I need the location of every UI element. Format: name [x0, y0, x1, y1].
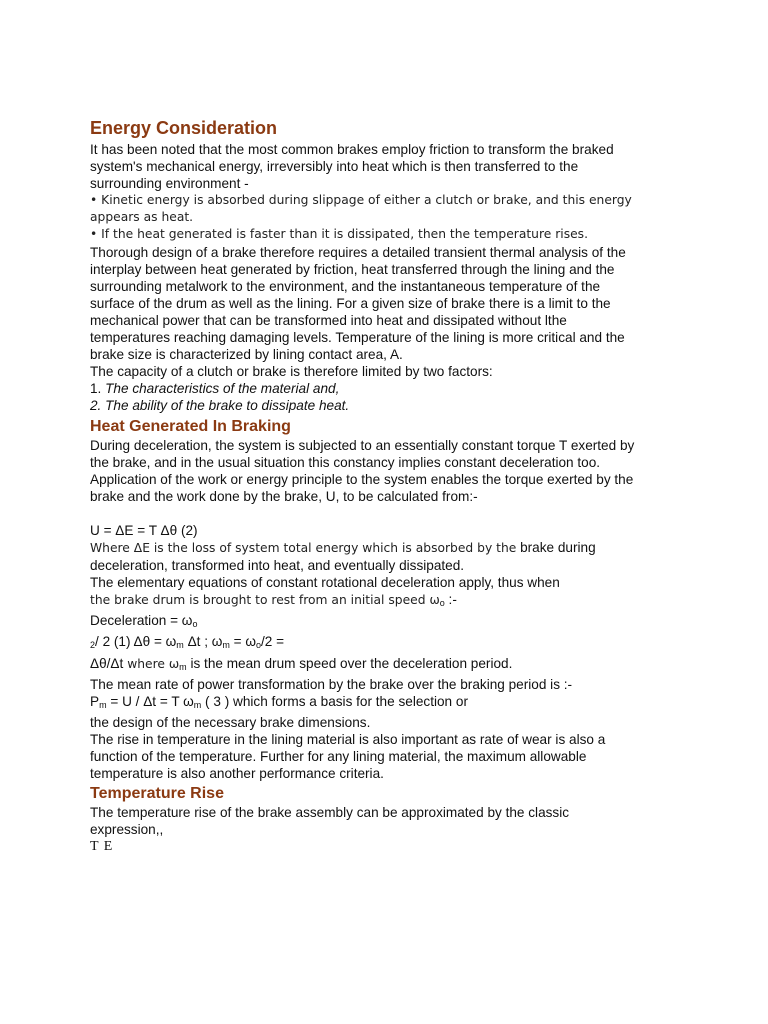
- paragraph-work-energy: Application of the work or energy principle to the system enables the torque exerted by the brake and the work done by the brake, U, to be calculated from:-: [90, 471, 634, 504]
- paragraph-classic-expression: The temperature rise of the brake assembly can be approximated by the classic expression,,: [90, 805, 570, 838]
- deceleration-label: [90, 612, 640, 633]
- spacer: [90, 505, 640, 522]
- heading-heat-generated: Heat Generated In Braking: [90, 417, 291, 435]
- eq-angle-part-e: /2 =: [261, 634, 285, 650]
- factor-1-text: The characteristics of the material and,: [105, 381, 340, 397]
- paragraph-elementary-line2: [90, 591, 640, 612]
- elementary-light: the brake drum is brought to rest from an initial speed ω: [90, 593, 440, 608]
- paragraph-intro: It has been noted that the most common brakes employ friction to transform the braked system's mechanical energy, irreversibly into heat which is then transferred to the surrounding environment -: [90, 142, 614, 192]
- eq-power-sub-2: m: [193, 699, 202, 710]
- eq-power-sub-1: m: [99, 699, 107, 710]
- heading-temperature-rise: Temperature Rise: [90, 785, 224, 803]
- eq-angle-part-b: / 2 (1) Δθ = ω: [95, 634, 177, 650]
- factor-1-number: 1.: [90, 381, 102, 397]
- factor-2: 2. The ability of the brake to dissipate heat.: [90, 398, 350, 414]
- bullet-heat-generated: • If the heat generated is faster than it is dissipated, then the temperature rises.: [90, 227, 588, 242]
- paragraph-mean-rate: The mean rate of power transformation by the brake over the braking period is :-: [90, 676, 573, 692]
- deceleration-subscript: o: [192, 619, 198, 630]
- where-energy-rest: brake during deceleration, transformed into heat, and eventually dissipated.: [90, 539, 596, 574]
- equation-mean-speed: [90, 655, 640, 676]
- eq-mean-light: where ω: [123, 656, 180, 671]
- deceleration-text: Deceleration = ω: [90, 613, 193, 629]
- elementary-end: :-: [444, 592, 457, 608]
- equation-angle: [90, 633, 640, 654]
- paragraph-elementary-line1: The elementary equations of constant rotational deceleration apply, thus when: [90, 575, 560, 591]
- eq-power-part-c: ( 3 ) which forms a basis for the selection or: [201, 693, 468, 709]
- eq-angle-sub-3: o: [255, 640, 261, 651]
- eq-angle-part-d: = ω: [229, 634, 256, 650]
- omega-o-subscript: o: [439, 598, 445, 609]
- paragraph-temperature-wear: The rise in temperature in the lining material is also important as rate of wear is also a function of the temperature. Further for any lining material, the maximum allowable temperature is also another performance criteria.: [90, 731, 606, 782]
- heading-energy-consideration: Energy Consideration: [90, 118, 278, 138]
- eq-mean-part-a: Δθ/Δt: [90, 655, 124, 671]
- eq-power-part-b: = U / Δt = T ω: [106, 693, 194, 709]
- eq-mean-sub: m: [179, 661, 187, 672]
- eq-power-p: P: [90, 693, 100, 709]
- eq-mean-rest: is the mean drum speed over the deceleration period.: [186, 655, 513, 671]
- paragraph-deceleration: During deceleration, the system is subjected to an essentially constant torque T exerted by the brake, and in the usual situation this constancy implies constant deceleration too.: [90, 437, 635, 470]
- paragraph-thermal-analysis: Thorough design of a brake therefore requires a detailed transient thermal analysis of the interplay between heat generated by friction, heat transferred through the lining and the surrounding metalwork to the environment, and the instantaneous temperature of the surface of the drum as well as the lining. For a given size of brake there is a limit to the mechanical power that can be transformed into heat and dissipated without lthe temperatures reaching damaging levels. Temperature of the lining is more critical and the brake size is characterized by lining contact area, A.: [90, 244, 626, 363]
- equation-work: U = ΔE = T Δθ (2): [90, 522, 198, 538]
- paragraph-design-dimensions: the design of the necessary brake dimensions.: [90, 714, 371, 730]
- formula-te: T E: [90, 839, 114, 855]
- eq-angle-sub-2: m: [222, 640, 230, 651]
- equation-power: [90, 693, 640, 714]
- where-energy-light: Where ΔE is the loss of system total energy which is absorbed by the: [90, 540, 517, 555]
- eq-angle-part-c: Δt ; ω: [183, 634, 223, 650]
- eq-angle-sub-1: m: [176, 640, 184, 651]
- paragraph-capacity: The capacity of a clutch or brake is therefore limited by two factors:: [90, 364, 493, 380]
- paragraph-where-energy: [90, 539, 640, 574]
- eq-angle-part-a: 2: [90, 640, 96, 651]
- factor-1: [90, 380, 640, 397]
- bullet-kinetic-energy: • Kinetic energy is absorbed during slippage of either a clutch or brake, and this energy appears as heat.: [90, 193, 632, 225]
- document-page: [90, 116, 640, 855]
